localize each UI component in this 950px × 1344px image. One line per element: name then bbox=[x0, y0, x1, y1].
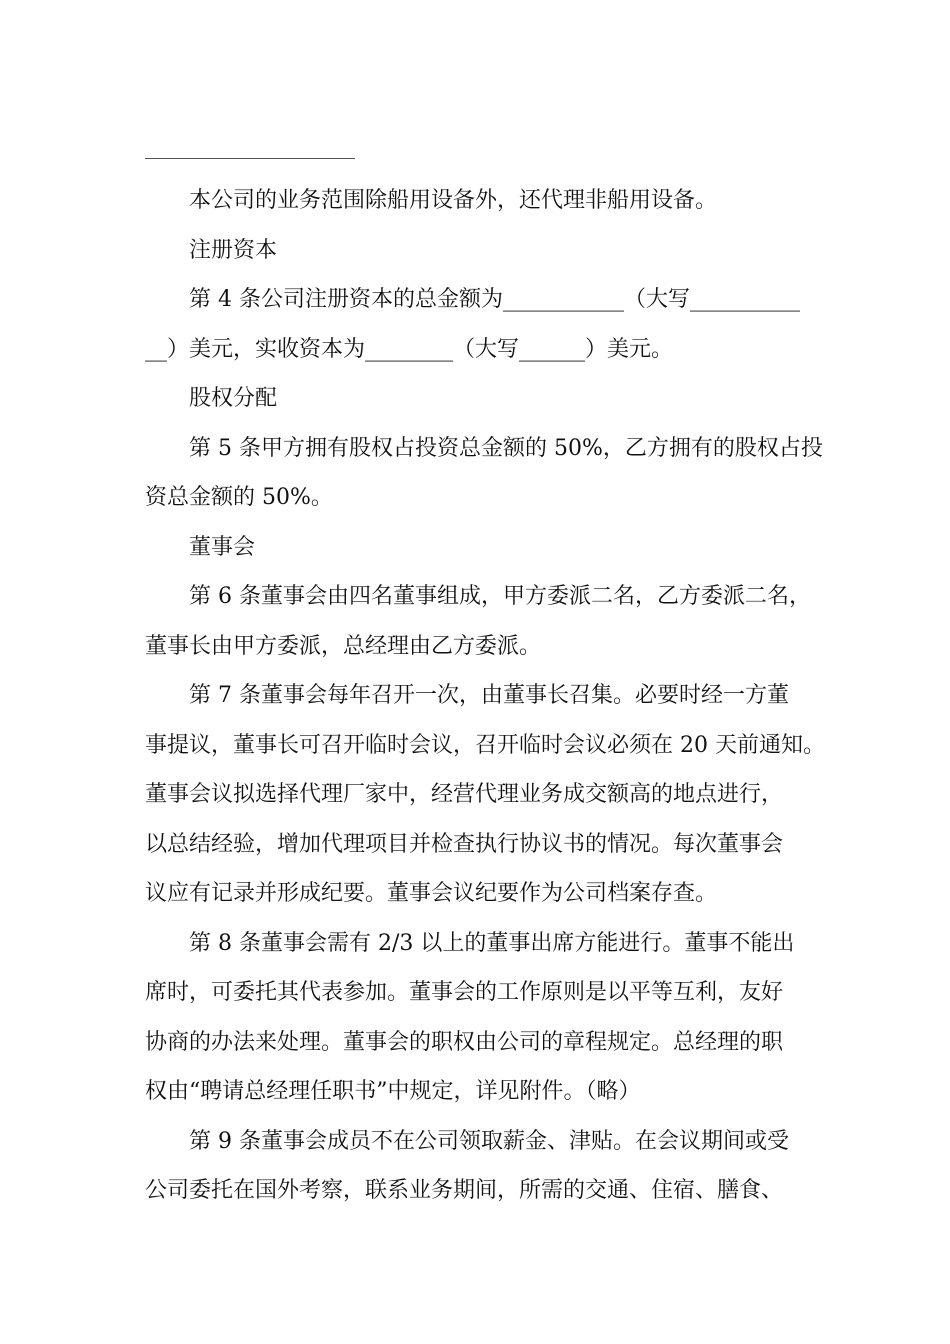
article-4-line-1: 第 4 条公司注册资本的总金额为___________（大写__________ bbox=[189, 287, 800, 312]
article-5-line-1: 第 5 条甲方拥有股权占投资总金额的 50%，乙方拥有的股权占投 bbox=[189, 435, 823, 461]
header-divider bbox=[145, 158, 355, 159]
section-heading-equity: 股权分配 bbox=[189, 386, 278, 411]
article-9-line-2: 公司委托在国外考察，联系业务期间，所需的交通、住宿、膳食、 bbox=[145, 1178, 784, 1203]
article-6-line-2: 董事长由甲方委派，总经理由乙方委派。 bbox=[145, 633, 542, 659]
article-8-line-4: 权由“聘请总经理任职书”中规定，详见附件。（略） bbox=[145, 1079, 641, 1104]
article-7-line-1: 第 7 条董事会每年召开一次，由董事长召集。必要时经一方董 bbox=[189, 683, 789, 708]
article-7-line-4: 以总结经验，增加代理项目并检查执行协议书的情况。每次董事会 bbox=[145, 831, 784, 857]
article-5-line-2: 资总金额的 50%。 bbox=[145, 485, 333, 510]
article-6-line-1: 第 6 条董事会由四名董事组成，甲方委派二名，乙方委派二名， bbox=[189, 584, 811, 609]
document-body bbox=[145, 176, 825, 1216]
article-8-line-3: 协商的办法来处理。董事会的职权由公司的章程规定。总经理的职 bbox=[145, 1029, 784, 1055]
article-8-line-2: 席时，可委托其代表参加。董事会的工作原则是以平等互利，友好 bbox=[145, 980, 784, 1005]
article-8-line-1: 第 8 条董事会需有 2/3 以上的董事出席方能进行。董事不能出 bbox=[189, 930, 795, 956]
business-scope-line: 本公司的业务范围除船用设备外，还代理非船用设备。 bbox=[189, 188, 718, 213]
article-7-line-3: 董事会议拟选择代理厂家中，经营代理业务成交额高的地点进行， bbox=[145, 782, 784, 807]
section-heading-board: 董事会 bbox=[189, 534, 256, 560]
article-7-line-2: 事提议，董事长可召开临时会议，召开临时会议必须在 20 天前通知。 bbox=[145, 732, 825, 758]
article-9-line-1: 第 9 条董事会成员不在公司领取薪金、津贴。在会议期间或受 bbox=[189, 1128, 789, 1154]
article-7-line-5: 议应有记录并形成纪要。董事会议纪要作为公司档案存查。 bbox=[145, 881, 718, 906]
section-heading-registered-capital: 注册资本 bbox=[189, 237, 278, 263]
article-4-line-2: __）美元，实收资本为________（大写______）美元。 bbox=[145, 336, 674, 362]
